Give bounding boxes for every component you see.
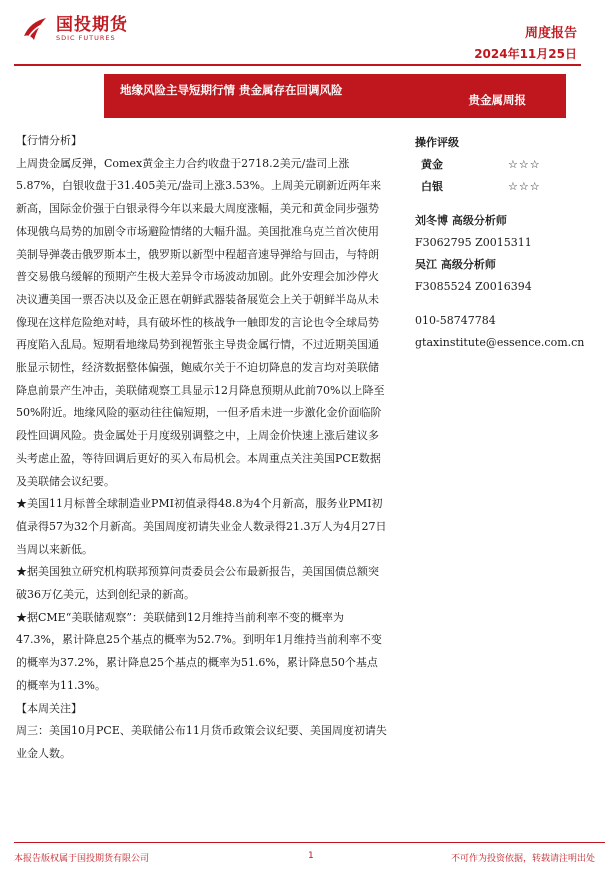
news-bullet-debt: ★据美国独立研究机构联邦预算问责委员会公布最新报告，美国国债总额突破36万亿美元，达到创纪录的新高。 <box>16 565 379 602</box>
section-heading-weekly-focus: 【本周关注】 <box>16 701 82 715</box>
section-heading-market-analysis: 【行情分析】 <box>16 134 82 147</box>
report-date: 2024年11月25日 <box>474 47 577 61</box>
rating-title: 操作评级 <box>415 136 459 149</box>
star-rating: ☆☆☆ <box>508 180 541 193</box>
title-banner <box>104 74 566 118</box>
rating-row-silver <box>415 176 610 198</box>
rating-name: 黄金 <box>421 158 443 171</box>
header-divider <box>14 64 581 66</box>
sidebar <box>415 132 610 354</box>
report-category: 贵金属周报 <box>468 93 526 107</box>
logo-name-cn: 国投期货 <box>56 15 128 35</box>
weekly-focus-paragraph: 周三：美国10月PCE、美联储公布11月货币政策会议纪要、美国周度初请失业金人数。 <box>16 724 387 760</box>
footer-copyright: 本报告版权属于国投期货有限公司 <box>14 854 150 864</box>
news-bullet-fedwatch: ★据CME“美联储观察”：美联储到12月维持当前利率不变的概率为47.3%，累计降息25个基点的概率为52.7%。到明年1月维持当前利率不变的概率为37.2%，累计降息25个基点的概率为51.6%，累计降息50个基点的概率为11.3%。 <box>16 610 382 692</box>
footer-disclaimer: 不可作为投资依据，转载请注明出处 <box>450 854 595 864</box>
analyst-1-name: 刘冬博 高级分析师 <box>415 214 507 227</box>
analyst-2-name: 吴江 高级分析师 <box>415 258 496 271</box>
analyst-2-license: F3085524 Z0016394 <box>415 280 532 293</box>
star-rating: ☆☆☆ <box>508 158 541 171</box>
company-logo <box>20 14 128 44</box>
page-number: 1 <box>308 851 314 861</box>
news-bullet-pmi: ★美国11月标普全球制造业PMI初值录得48.8为4个月新高，服务业PMI初值录得57为32个月新高。美国周度初请失业金人数录得21.3万人为4月27日当周以来新低。 <box>16 497 387 556</box>
contact-email[interactable]: gtaxinstitute@essence.com.cn <box>415 336 585 349</box>
main-content <box>16 130 388 766</box>
report-type: 周度报告 <box>524 26 577 41</box>
report-title: 地缘风险主导短期行情 贵金属存在回调风险 <box>120 83 343 97</box>
footer-divider <box>14 842 605 843</box>
contact-phone: 010-58747784 <box>415 314 496 327</box>
logo-name-en: SDIC FUTURES <box>56 34 116 42</box>
market-analysis-paragraph: 上周贵金属反弹，Comex黄金主力合约收盘于2718.2美元/盎司上涨5.87%，白银收盘于31.405美元/盎司上涨3.53%。上周美元刷新近两年来新高，国际金价强于白银录得今年以来最大周度涨幅，美元和黄金同步强势体现俄乌局势的加剧令市场避险情绪的大幅升温。美国批准乌克兰首次使用美制导弹袭击俄罗斯本土，俄罗斯以新型中程超音速导弹给与回击，与特朗普交易俄乌缓解的预期产生极大差异令市场波动加剧。此外安理会加沙停火决议遭美国一票否决以及金正恩在朝鲜武器装备展览会上关于朝鲜半岛从未像现在这样危险绝对峙，具有破坏性的核战争一触即发的言论也令全球局势再度陷入乱局。短期看地缘局势到视暂张主导贵金属行情，不过近期美国通胀显示韧性，经济数据整体偏强，鲍威尔关于不迫切降息的发言均对美联储降息前景产生冲击，美联储观察工具显示12月降息预期从此前70%以上降至50%附近。地缘风险的驱动往往偏短期，一但矛盾未进一步激化金价面临阶段性回调风险。贵金属处于月度级别调整之中，上周金价快速上涨后建议多头考虑止盈，等待回调后更好的买入布局机会。本周重点关注美国PCE数据及美联储会议纪要。 <box>16 156 385 488</box>
rating-row-gold <box>415 154 610 176</box>
rating-name: 白银 <box>421 180 443 193</box>
logo-mark-icon <box>20 14 50 44</box>
analyst-1-license: F3062795 Z0015311 <box>415 236 532 249</box>
